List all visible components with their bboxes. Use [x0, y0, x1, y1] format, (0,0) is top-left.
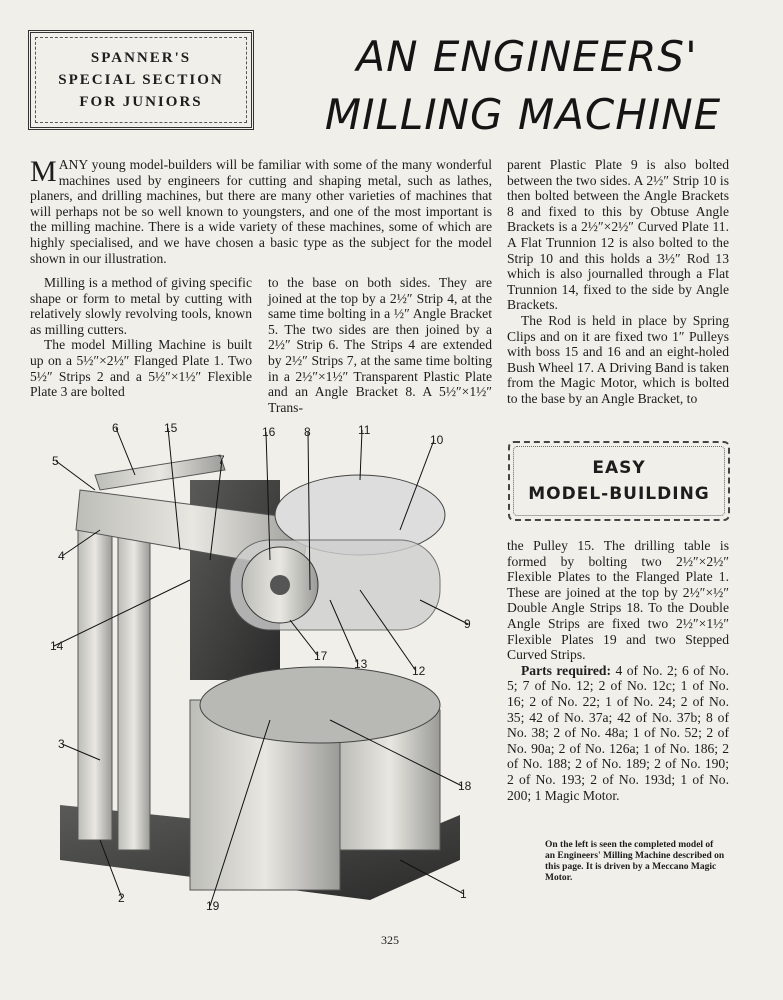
figure-caption: On the left is seen the completed model of an Engineers' Milling Machine described on this page. It is driven by a Meccano Magic Motor. — [545, 840, 725, 883]
page-title-line-1: AN ENGINEERS' — [356, 32, 698, 81]
callout-label-2: 2 — [118, 891, 125, 905]
column-c — [507, 157, 729, 407]
callout-label-13: 13 — [354, 657, 368, 671]
callout-label-5: 5 — [52, 454, 59, 468]
callout-label-11: 11 — [358, 423, 371, 437]
column-b-paragraph: to the base on both sides. They are joined at the top by a 2½″ Strip 4, at the same time bolting in a ½″ Angle Bracket 5. The two sides are then joined by a 2½″ Strip 6. The Strips 4 are extended by 2½″ Strips 7, at the same time bolting in a 2½″×1½″ Transparent Plastic Plate and an Angle Bracket 8. A 5½″×1½″ Trans- — [268, 275, 492, 415]
callout-label-9: 9 — [464, 617, 471, 631]
callout-label-17: 17 — [314, 649, 328, 663]
drilling-table-top — [200, 667, 440, 743]
callout-label-14: 14 — [50, 639, 64, 653]
column-c-paragraph-1: parent Plastic Plate 9 is also bolted between the two sides. A 2½″ Strip 10 is then bolted between the Angle Brackets 8 and fixed to this by Obtuse Angle Brackets is a 2½″×2½″ Curved Plate 11. A Flat Trunnion 12 is also bolted to the Strip 10 and this holds a 3½″ Rod 13 which is also journalled through a Flat Trunnion 14, fixed to the side by Angle Brackets. — [507, 157, 729, 313]
callout-line-5 — [56, 461, 95, 490]
callout-label-4: 4 — [58, 549, 65, 563]
callout-label-7: 7 — [218, 453, 225, 467]
callout-label-10: 10 — [430, 433, 444, 447]
page-number: 325 — [381, 933, 399, 947]
drop-cap: M — [30, 155, 57, 188]
milling-machine-illustration — [40, 420, 500, 920]
callout-line-6 — [116, 428, 135, 475]
badge-line-2: SPECIAL SECTION — [58, 72, 224, 88]
callout-label-12: 12 — [412, 664, 426, 678]
callout-label-15: 15 — [164, 421, 178, 435]
strip-2-left — [78, 510, 112, 840]
badge-line-1: SPANNER'S — [90, 50, 192, 66]
callout-label-3: 3 — [58, 737, 65, 751]
column-a-paragraph-2: The model Milling Machine is built up on a 5½″×2½″ Flanged Plate 1. Two 5½″ Strips 2 and a 5½″×1½″ Flexible Plate 3 are bolted — [30, 337, 252, 400]
easy-label: EASY — [592, 458, 646, 478]
callout-label-1: 1 — [460, 887, 467, 901]
model-building-label: MODEL-BUILDING — [528, 484, 710, 504]
section-badge — [28, 30, 254, 130]
parts-list: 4 of No. 2; 6 of No. 5; 7 of No. 12; 2 of No. 12c; 1 of No. 16; 2 of No. 22; 1 of No. 24; 2 of No. 35; 42 of No. 37a; 42 of No. 37b; 8 of No. 38; 2 of No. 48a; 1 of No. 52; 2 of No. 90a; 2 of No. 126a; 1 of No. 186; 2 of No. 188; 2 of No. 189; 2 of No. 190; 2 of No. 193; 2 of No. 193d; 1 of No. 200; 1 Magic Motor. — [507, 662, 729, 803]
callout-line-11 — [360, 430, 362, 480]
column-c-paragraph-2: The Rod is held in place by Spring Clips and on it are fixed two 1″ Pulleys with boss 15 and 16 and an eight-holed Bush Wheel 17. A Driving Band is taken from the Magic Motor, which is bolted to the base by an Angle Bracket, to — [507, 312, 729, 406]
intro-paragraph — [30, 157, 492, 266]
callout-label-19: 19 — [206, 899, 220, 913]
column-a — [30, 275, 252, 400]
parts-label: Parts required: — [521, 662, 612, 678]
easy-model-building-box — [508, 441, 730, 521]
parts-required — [507, 663, 729, 803]
page-title-line-2: MILLING MACHINE — [324, 90, 722, 139]
column-a-paragraph-1: Milling is a method of giving specific shape or form to metal by cutting with relatively slowly revolving tools, known as milling cutters. — [30, 275, 252, 337]
badge-line-3: FOR JUNIORS — [79, 94, 203, 110]
strip-2-right — [118, 520, 150, 850]
intro-text: ANY young model-builders will be familiar with some of the many wonderful machines used by engineers for cutting and shaping metal, such as lathes, planers, and drilling machines, but there are many other varieties of machines that will perhaps not be so well known to youngsters, and one of the most important is the milling machine. There is a wide variety of these machines, some of which are highly specialised, and we have chosen a basic type as the subject for the model shown in our illustration. — [30, 157, 492, 266]
callout-label-16: 16 — [262, 425, 276, 439]
column-d — [507, 538, 729, 803]
callout-label-18: 18 — [458, 779, 472, 793]
column-b — [268, 275, 492, 415]
callout-label-8: 8 — [304, 425, 311, 439]
callout-label-6: 6 — [112, 421, 119, 435]
bush-wheel-hub — [270, 575, 290, 595]
column-d-paragraph: the Pulley 15. The drilling table is formed by bolting two 2½″×2½″ Flexible Plates to the Flanged Plate 1. These are joined at the top by 2½″×½″ Double Angle Strips 18. To the Double Angle Strips are fixed two 2½″×1½″ Flexible Plates 19 and two Stepped Curved Strips. — [507, 538, 729, 663]
